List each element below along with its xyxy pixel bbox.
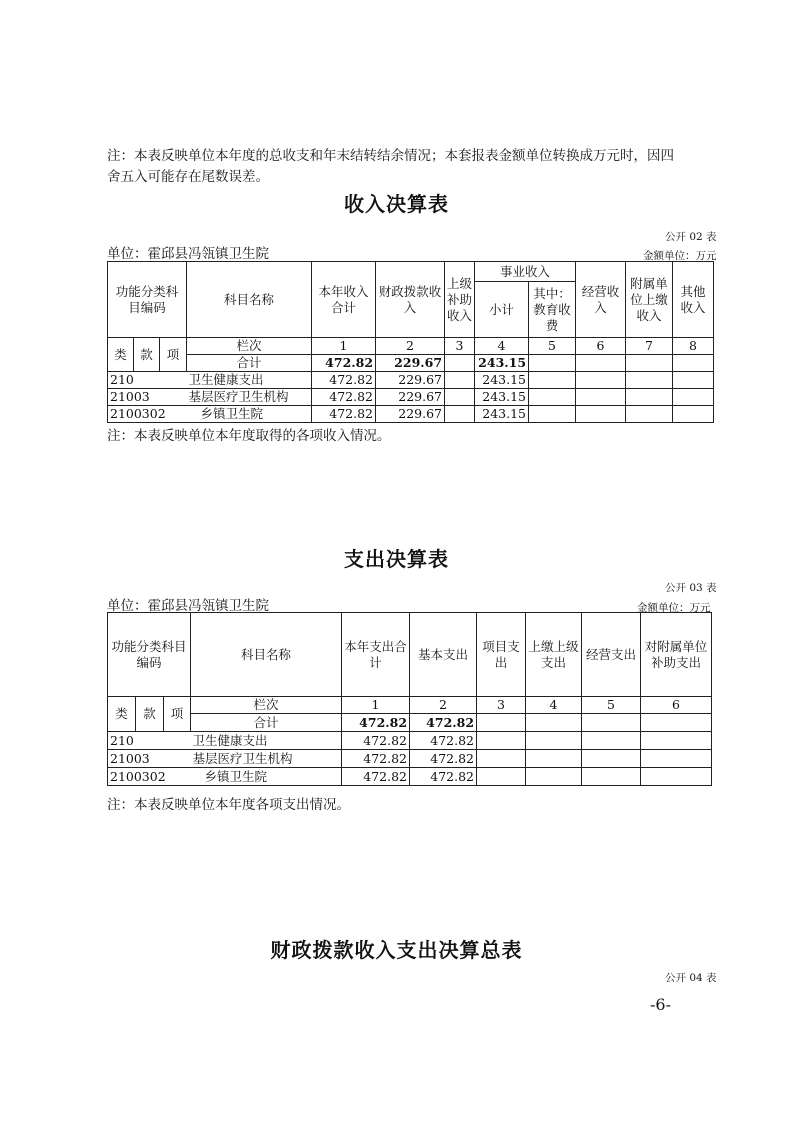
income-header-edu-fee: 其中：教育收费	[529, 282, 576, 338]
row-total: 472.82	[342, 750, 410, 768]
row-subtotal: 243.15	[475, 406, 529, 423]
row-total: 472.82	[342, 768, 410, 786]
expense-sum-row	[108, 714, 712, 732]
expense-header-project: 项目支出	[477, 613, 526, 697]
row-basic: 472.82	[410, 750, 477, 768]
row-name: 卫生健康支出	[191, 732, 342, 750]
income-header-subtotal: 小计	[475, 282, 529, 338]
expense-col-num: 4	[526, 697, 582, 714]
row-code: 210	[108, 732, 191, 750]
income-column-label: 栏次	[187, 338, 312, 355]
row-code: 21003	[108, 389, 187, 406]
row-name: 卫生健康支出	[187, 372, 312, 389]
row-basic: 472.82	[410, 732, 477, 750]
table-row	[108, 389, 714, 406]
income-table	[107, 261, 714, 423]
expense-note: 注：本表反映单位本年度各项支出情况。	[107, 797, 350, 813]
income-sum-row	[108, 355, 714, 372]
income-sum-label: 合计	[187, 355, 312, 372]
table-row	[108, 750, 712, 768]
income-header-affiliated: 附属单位上缴收入	[626, 262, 673, 338]
income-col-num: 1	[312, 338, 376, 355]
row-name: 基层医疗卫生机构	[187, 389, 312, 406]
expense-header-sub: 项	[164, 697, 191, 732]
row-subtotal: 243.15	[475, 389, 529, 406]
row-code: 2100302	[108, 406, 187, 423]
table-row	[108, 732, 712, 750]
income-col-num: 5	[529, 338, 576, 355]
expense-unit-label: 单位：霍邱县冯瓴镇卫生院	[107, 598, 269, 614]
row-total: 472.82	[312, 372, 376, 389]
row-code: 21003	[108, 750, 191, 768]
table-row	[108, 768, 712, 786]
expense-col-num: 3	[477, 697, 526, 714]
expense-amount-unit: 金额单位：万元	[637, 602, 711, 614]
income-header-superior: 上级补助收入	[445, 262, 475, 338]
expense-sum-basic: 472.82	[410, 714, 477, 732]
expense-header-func-code: 功能分类科目编码	[108, 613, 191, 697]
page-number: -6-	[650, 995, 671, 1014]
expense-header-subject-name: 科目名称	[191, 613, 342, 697]
row-basic: 472.82	[410, 768, 477, 786]
income-col-num: 7	[626, 338, 673, 355]
row-code: 2100302	[108, 768, 191, 786]
row-name: 乡镇卫生院	[187, 406, 312, 423]
expense-column-label: 栏次	[191, 697, 342, 714]
row-name: 基层医疗卫生机构	[191, 750, 342, 768]
row-total: 472.82	[312, 406, 376, 423]
row-code: 210	[108, 372, 187, 389]
income-sum-total: 472.82	[312, 355, 376, 372]
income-col-num: 6	[576, 338, 626, 355]
income-header-operating: 经营收入	[576, 262, 626, 338]
expense-header-item: 款	[136, 697, 164, 732]
fiscal-table-title: 财政拨款收入支出决算总表	[270, 938, 523, 962]
expense-header-basic: 基本支出	[410, 613, 477, 697]
expense-header-subsidy: 对附属单位补助支出	[641, 613, 712, 697]
row-name: 乡镇卫生院	[191, 768, 342, 786]
row-subtotal: 243.15	[475, 372, 529, 389]
expense-table-title: 支出决算表	[344, 547, 449, 571]
income-header-other: 其他收入	[673, 262, 714, 338]
top-note	[107, 146, 727, 188]
table-row	[108, 406, 714, 423]
income-sum-fiscal: 229.67	[376, 355, 445, 372]
table-row	[108, 372, 714, 389]
expense-sum-total: 472.82	[342, 714, 410, 732]
expense-table-code: 公开 03 表	[665, 582, 717, 594]
income-header-func-code: 功能分类科目编码	[108, 262, 187, 338]
expense-header-total: 本年支出合计	[342, 613, 410, 697]
income-note: 注：本表反映单位本年度取得的各项收入情况。	[107, 428, 391, 444]
income-header-cat: 类	[108, 338, 134, 372]
expense-table	[107, 612, 712, 786]
income-amount-unit: 金额单位：万元	[643, 250, 717, 262]
income-header-business: 事业收入	[475, 262, 576, 282]
fiscal-table-code: 公开 04 表	[665, 972, 717, 984]
income-col-num: 8	[673, 338, 714, 355]
income-header-fiscal: 财政拨款收入	[376, 262, 445, 338]
income-header-subject-name: 科目名称	[187, 262, 312, 338]
income-table-title: 收入决算表	[344, 192, 449, 216]
expense-header-remit: 上缴上级支出	[526, 613, 582, 697]
income-table-code: 公开 02 表	[665, 231, 717, 243]
row-fiscal: 229.67	[376, 389, 445, 406]
expense-sum-label: 合计	[191, 714, 342, 732]
expense-col-num: 6	[641, 697, 712, 714]
income-unit-label: 单位：霍邱县冯瓴镇卫生院	[107, 246, 269, 262]
row-fiscal: 229.67	[376, 372, 445, 389]
top-note-line2: 舍五入可能存在尾数误差。	[107, 169, 269, 185]
row-fiscal: 229.67	[376, 406, 445, 423]
income-header-total: 本年收入合计	[312, 262, 376, 338]
expense-header-cat: 类	[108, 697, 136, 732]
row-total: 472.82	[342, 732, 410, 750]
expense-header-operating: 经营支出	[582, 613, 641, 697]
income-header-sub: 项	[160, 338, 187, 372]
top-note-line1: 注：本表反映单位本年度的总收支和年末结转结余情况；本套报表金额单位转换成万元时，因四	[107, 148, 674, 164]
expense-col-num: 2	[410, 697, 477, 714]
expense-col-num: 5	[582, 697, 641, 714]
income-col-num: 2	[376, 338, 445, 355]
income-sum-subtotal: 243.15	[475, 355, 529, 372]
income-col-num: 3	[445, 338, 475, 355]
income-col-num: 4	[475, 338, 529, 355]
income-header-item: 款	[134, 338, 160, 372]
expense-col-num: 1	[342, 697, 410, 714]
row-total: 472.82	[312, 389, 376, 406]
